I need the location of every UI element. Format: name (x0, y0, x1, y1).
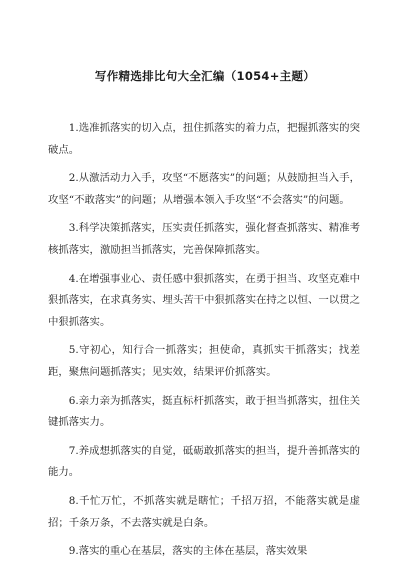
paragraph-2: 2.从激活动力入手，攻坚“不愿落实”的问题；从鼓励担当入手，攻坚“不敢落实”的问题；从增强本领入手攻坚“不会落实”的问题。 (48, 172, 360, 206)
paragraph-5: 5.守初心，知行合一抓落实；担使命，真抓实干抓落实；找差距，聚焦问题抓落实；见实效，结果评价抓落实。 (48, 344, 360, 378)
document-title: 写作精选排比句大全汇编（1054+主题） (94, 69, 316, 83)
paragraph-9: 9.落实的重心在基层，落实的主体在基层，落实效果 (68, 545, 308, 558)
paragraph-3: 3.科学决策抓落实，压实责任抓落实，强化督查抓落实、精准考核抓落实，激励担当抓落实，完善保障抓落实。 (48, 222, 360, 256)
paragraph-8: 8.千忙万忙，不抓落实就是瞎忙；千招万招，不能落实就是虚招；千条万条，不去落实就是白条。 (48, 494, 360, 529)
paragraph-6: 6.亲力亲为抓落实，挺直标杆抓落实，敢于担当抓落实，扭住关键抓落实力。 (48, 394, 360, 429)
document-body (48, 118, 360, 570)
paragraph-4: 4.在增强事业心、责任感中狠抓落实，在勇于担当、攻坚克难中狠抓落实，在求真务实、埋头苦干中狠抓落实在持之以恒、一以贯之中狠抓落实。 (48, 272, 360, 328)
paragraph-7: 7.养成想抓落实的自觉，砥砺敢抓落实的担当，提升善抓落实的能力。 (48, 444, 360, 479)
paragraph-1: 1.选准抓落实的切入点，扭住抓落实的着力点，把握抓落实的突破点。 (48, 122, 360, 156)
